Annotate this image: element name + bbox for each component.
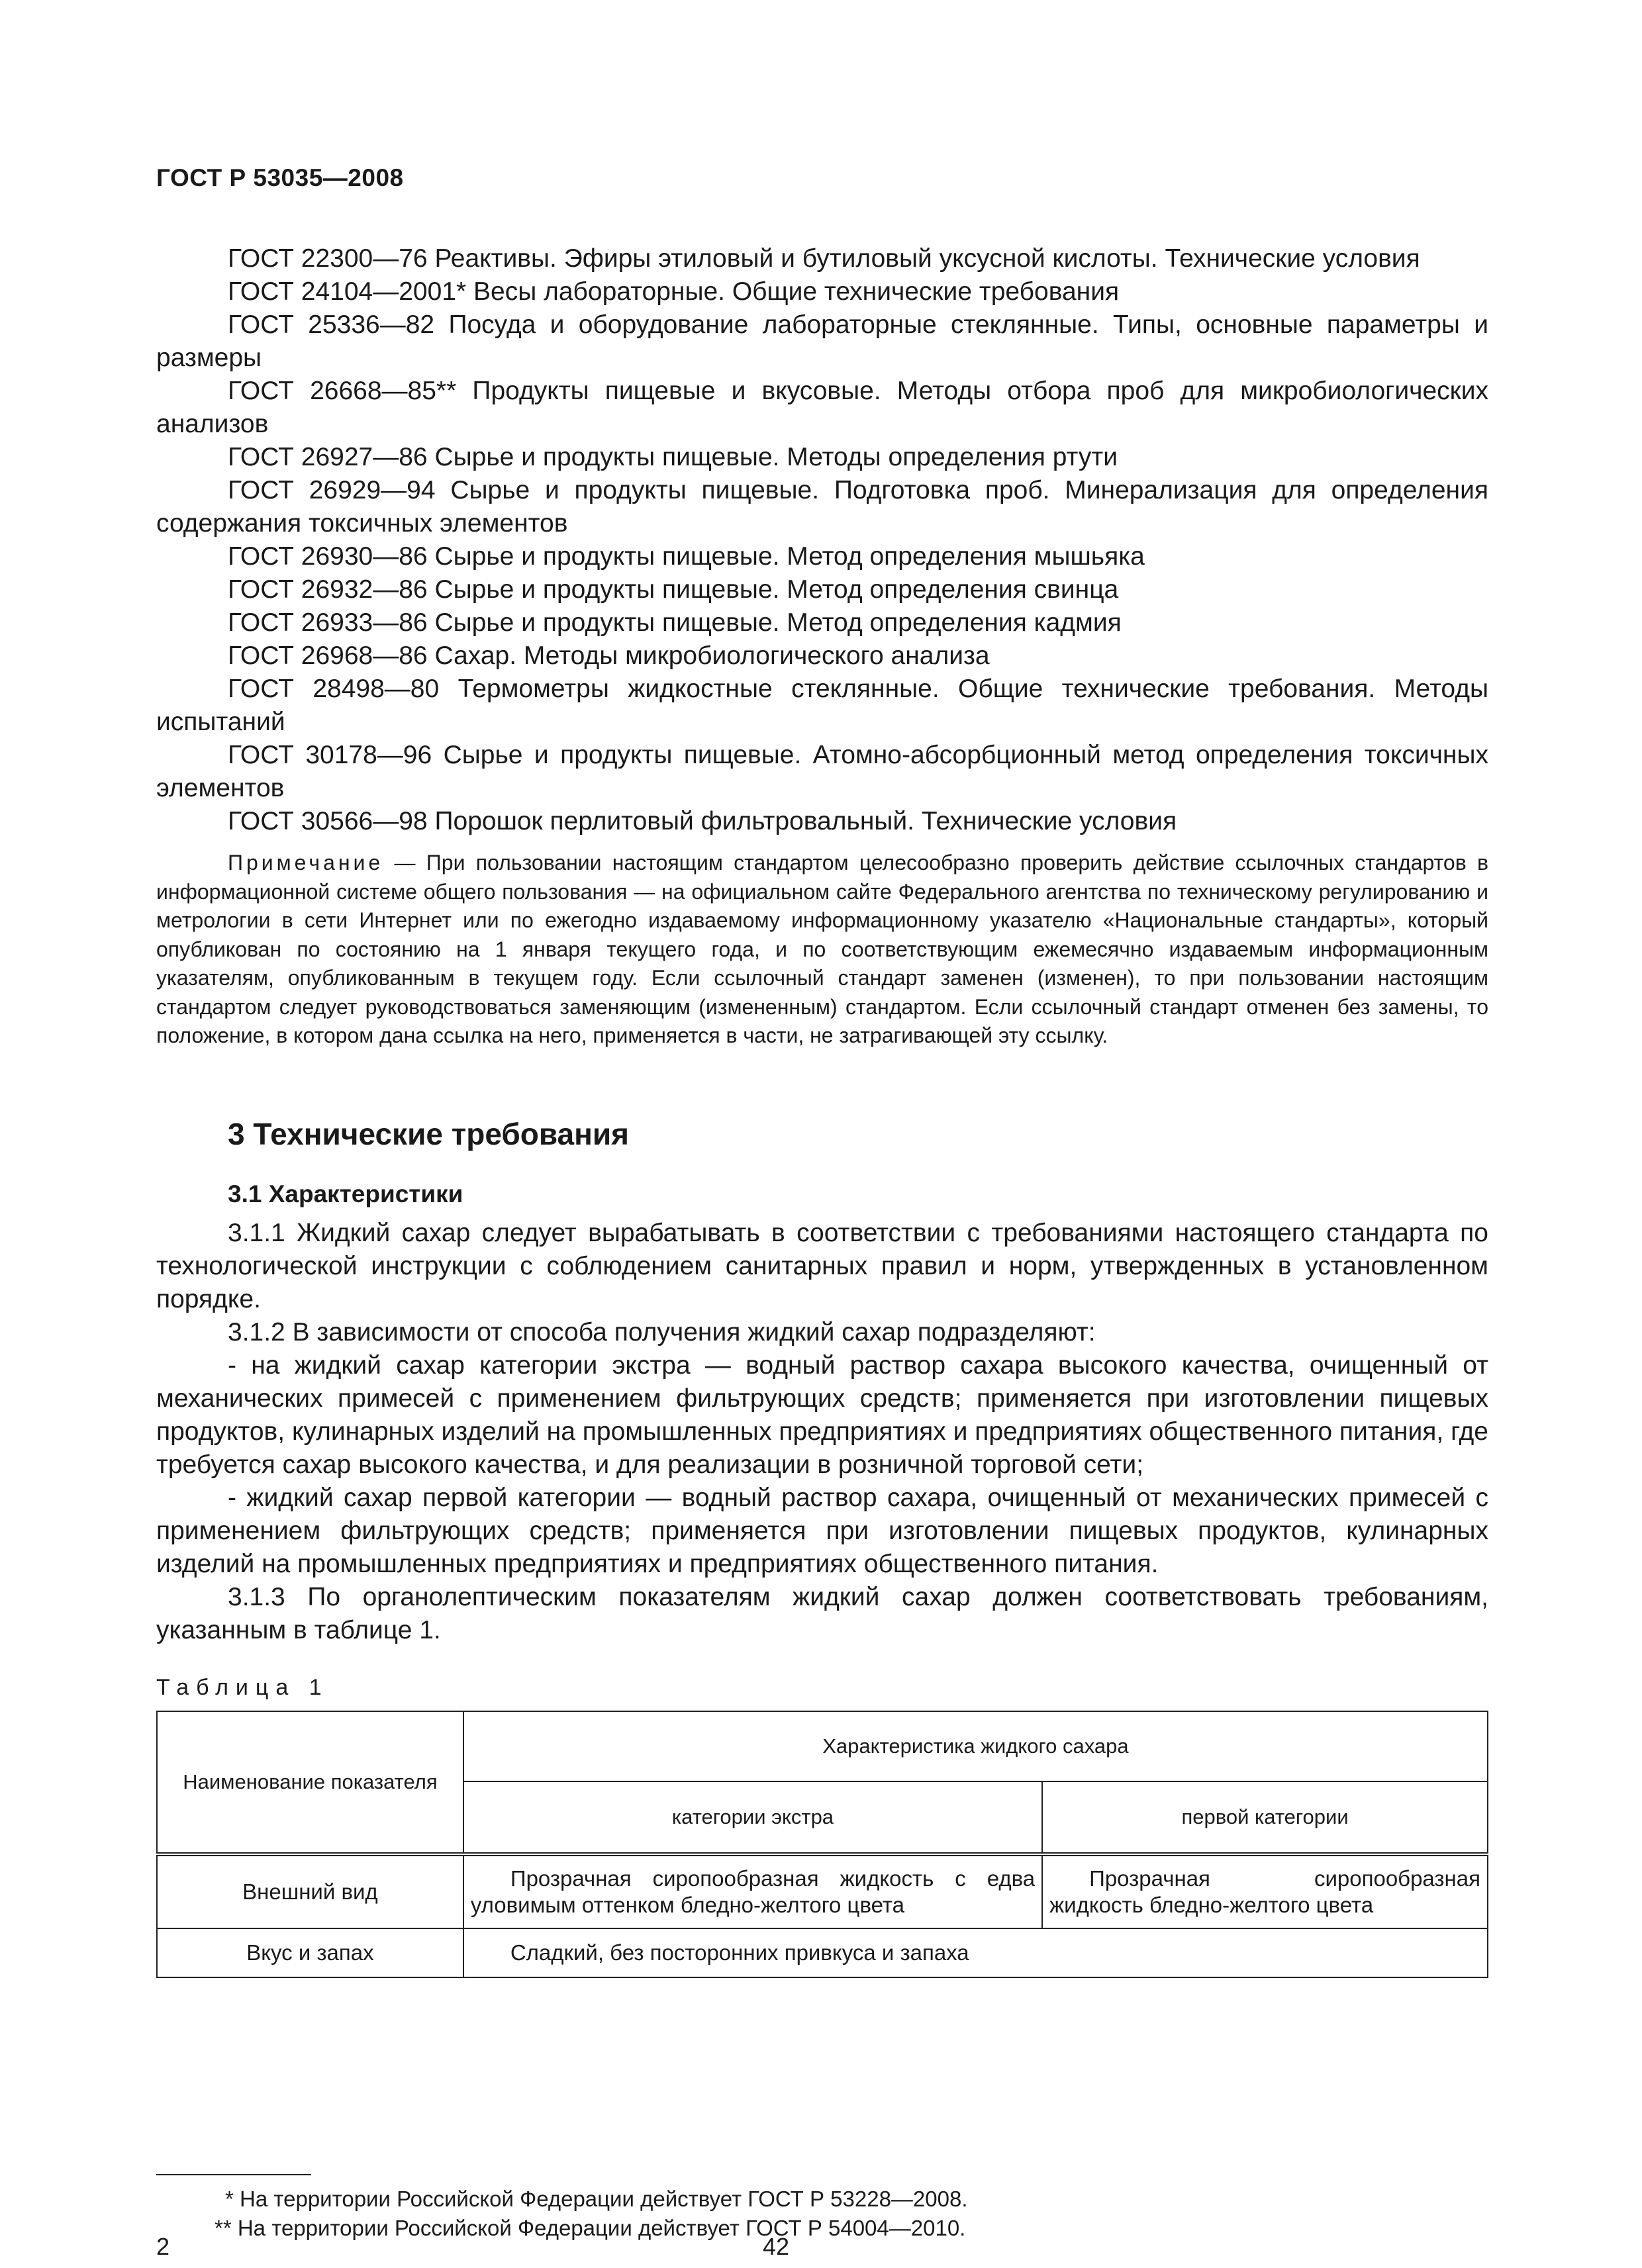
page-number-left: 2 xyxy=(156,2233,170,2260)
reference-code: ГОСТ 26932—86 xyxy=(228,575,428,604)
reference-item xyxy=(156,739,1488,805)
column-header-extra: категории экстра xyxy=(463,1781,1042,1854)
reference-item xyxy=(156,242,1488,275)
reference-title: Сахар. Методы микробиологического анализа xyxy=(434,641,990,670)
indicator-cell: Вкус и запах xyxy=(157,1928,463,1977)
normative-references-list xyxy=(156,242,1488,838)
reference-code: ГОСТ 26668—85** xyxy=(228,377,457,405)
subsection-heading: 3.1 Характеристики xyxy=(228,1180,463,1207)
reference-code: ГОСТ 26927—86 xyxy=(228,443,428,471)
reference-item xyxy=(156,275,1488,308)
section-body xyxy=(156,1217,1488,1647)
reference-title: Сырье и продукты пищевые. Методы определения ртути xyxy=(434,443,1118,471)
table-row xyxy=(157,1854,1488,1928)
note-label: Примечание xyxy=(228,851,384,874)
paragraph: - на жидкий сахар категории экстра — водный раствор сахара высокого качества, очищенный от механических примесей с применением фильтрующих средств; применяется при изготовлении пищевых продуктов, кулинарных изделий на промышленных предприятиях и предприятиях общественного питания, где требуется сахар высокого качества, и для реализации в розничной торговой сети; xyxy=(156,1351,1488,1479)
column-header-first: первой категории xyxy=(1042,1781,1488,1854)
reference-title: Сырье и продукты пищевые. Метод определения мышьяка xyxy=(434,542,1145,571)
column-header-group: Характеристика жидкого сахара xyxy=(463,1711,1488,1781)
reference-title: Весы лабораторные. Общие технические требования xyxy=(473,277,1120,306)
merged-value-cell: Сладкий, без посторонних привкуса и запаха xyxy=(463,1928,1488,1977)
page-number-center: 42 xyxy=(763,2233,790,2260)
document-header-title: ГОСТ Р 53035—2008 xyxy=(156,164,404,191)
extra-value-cell: Прозрачная сиропообразная жидкость с едва уловимым оттенком бледно-желтого цвета xyxy=(463,1854,1042,1928)
footnote-separator xyxy=(156,2174,311,2175)
reference-code: ГОСТ 28498—80 xyxy=(228,675,440,703)
footnotes xyxy=(156,2185,1488,2243)
reference-code: ГОСТ 26933—86 xyxy=(228,608,428,637)
reference-title: Сырье и продукты пищевые. Метод определения кадмия xyxy=(434,608,1122,637)
reference-title: Сырье и продукты пищевые. Подготовка проб. Минерализация для определения содержания токсичных элементов xyxy=(156,476,1488,538)
reference-title: Термометры жидкостные стеклянные. Общие технические требования. Методы испытаний xyxy=(156,675,1488,736)
note-text: — При пользовании настоящим стандартом целесообразно проверить действие ссылочных стандартов в информационной системе общего пользования — на официальном сайте Федерального агентства по техническому регулированию и метрологии в сети Интернет или по ежегодно издаваемому информационному указателю «Национальные стандарты», который опубликован по состоянию на 1 января текущего года, и по соответствующим ежемесячно издаваемым информационным указателям, опубликованным в текущем году. Если ссылочный стандарт заменен (изменен), то при пользовании настоящим стандартом следует руководствоваться заменяющим (измененным) стандартом. Если ссылочный стандарт отменен без замены, то положение, в котором дана ссылка на него, применяется в части, не затрагивающей эту ссылку. xyxy=(156,851,1489,1047)
reference-title: Порошок перлитовый фильтровальный. Технические условия xyxy=(434,807,1177,835)
first-value-cell: Прозрачная сиропообразная жидкость бледно-желтого цвета xyxy=(1042,1854,1488,1928)
paragraph: 3.1.3 По органолептическим показателям жидкий сахар должен соответствовать требованиям, указанным в таблице 1. xyxy=(156,1583,1488,1644)
reference-code: ГОСТ 24104—2001* xyxy=(228,277,467,306)
reference-item xyxy=(156,639,1488,673)
reference-code: ГОСТ 25336—82 xyxy=(228,310,435,339)
section-heading: 3 Технические требования xyxy=(228,1117,629,1151)
reference-item xyxy=(156,474,1488,540)
references-note xyxy=(156,849,1488,1051)
reference-code: ГОСТ 26968—86 xyxy=(228,641,428,670)
table-row xyxy=(157,1928,1488,1977)
reference-item xyxy=(156,606,1488,639)
reference-title: Посуда и оборудование лабораторные стеклянные. Типы, основные параметры и размеры xyxy=(156,310,1488,372)
reference-title: Реактивы. Эфиры этиловый и бутиловый уксусной кислоты. Технические условия xyxy=(434,244,1420,273)
reference-item xyxy=(156,441,1488,474)
reference-item xyxy=(156,673,1488,739)
paragraph: 3.1.2 В зависимости от способа получения жидкий сахар подразделяют: xyxy=(228,1318,1096,1347)
reference-code: ГОСТ 26929—94 xyxy=(228,476,436,504)
organoleptic-table xyxy=(156,1711,1488,1978)
reference-item xyxy=(156,805,1488,838)
reference-title: Продукты пищевые и вкусовые. Методы отбора проб для микробиологических анализов xyxy=(156,377,1488,438)
reference-item xyxy=(156,308,1488,375)
table-caption: Таблица 1 xyxy=(156,1675,329,1700)
reference-item xyxy=(156,573,1488,606)
column-header-indicator: Наименование показателя xyxy=(157,1711,463,1854)
reference-code: ГОСТ 30178—96 xyxy=(228,741,432,769)
indicator-cell: Внешний вид xyxy=(157,1854,463,1928)
paragraph: 3.1.1 Жидкий сахар следует вырабатывать в соответствии с требованиями настоящего стандарта по технологической инструкции с соблюдением санитарных правил и норм, утвержденных в установленном порядке. xyxy=(156,1219,1488,1313)
reference-item xyxy=(156,375,1488,441)
reference-code: ГОСТ 30566—98 xyxy=(228,807,428,835)
reference-title: Сырье и продукты пищевые. Метод определения свинца xyxy=(434,575,1119,604)
reference-code: ГОСТ 26930—86 xyxy=(228,542,428,571)
footnote: ** На территории Российской Федерации действует ГОСТ Р 54004—2010. xyxy=(215,2216,966,2240)
footnote: * На территории Российской Федерации действует ГОСТ Р 53228—2008. xyxy=(225,2187,968,2211)
reference-title: Сырье и продукты пищевые. Атомно-абсорбционный метод определения токсичных элементов xyxy=(156,741,1488,802)
paragraph: - жидкий сахар первой категории — водный раствор сахара, очищенный от механических примесей с применением фильтрующих средств; применяется при изготовлении пищевых продуктов, кулинарных изделий на промышленных предприятиях и предприятиях общественного питания. xyxy=(156,1484,1488,1578)
reference-item xyxy=(156,540,1488,573)
reference-code: ГОСТ 22300—76 xyxy=(228,244,428,273)
